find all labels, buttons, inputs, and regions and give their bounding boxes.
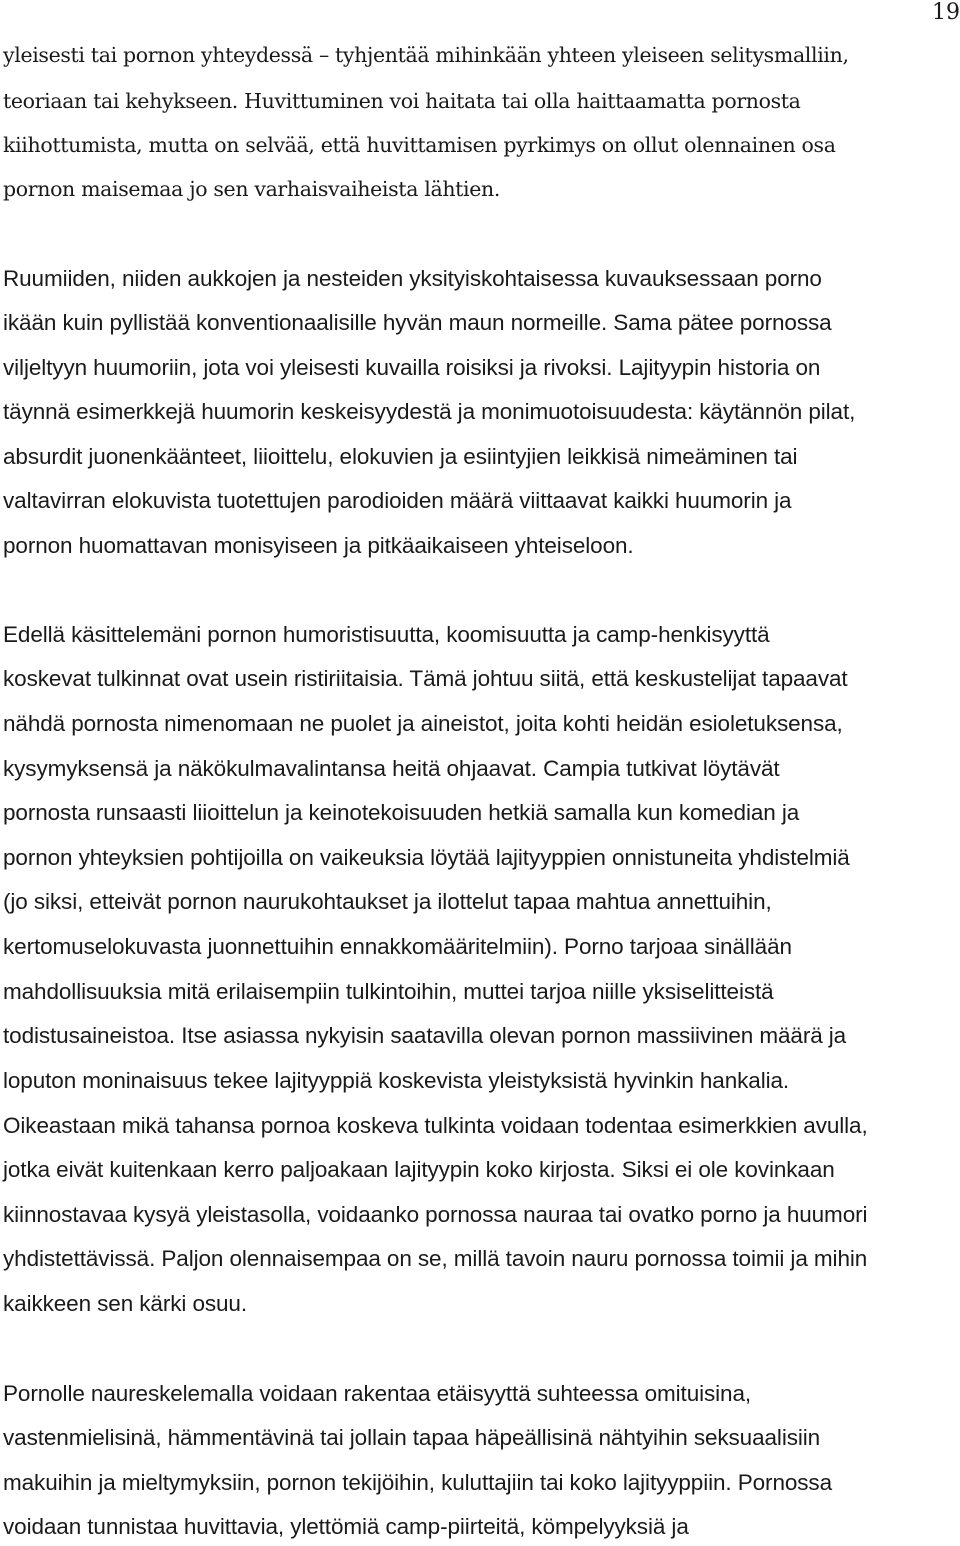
text-line: mahdollisuuksia mitä erilaisempiin tulkintoihin, muttei tarjoa niille yksiselitteistä	[3, 979, 774, 1004]
text-line: kysymyksensä ja näkökulmavalintansa heitä ohjaavat. Campia tutkivat löytävät	[3, 756, 780, 781]
text-line: yhdistettävissä. Paljon olennaisempaa on se, millä tavoin nauru pornossa toimii ja mihin	[3, 1246, 868, 1271]
text-line: pornosta runsaasti liioittelun ja keinotekoisuuden hetkiä samalla kun komedian ja	[3, 800, 800, 825]
text-line: pornon huomattavan monisyiseen ja pitkäaikaiseen yhteiseloon.	[3, 533, 634, 558]
text-line: voidaan tunnistaa huvittavia, ylettömiä camp-piirteitä, kömpelyyksiä ja	[3, 1514, 689, 1539]
text-line: Edellä käsittelemäni pornon humoristisuutta, koomisuutta ja camp-henkisyyttä	[3, 622, 770, 647]
text-line: todistusaineistoa. Itse asiassa nykyisin saatavilla olevan pornon massiivinen määrä ja	[3, 1023, 847, 1048]
text-line: loputon moninaisuus tekee lajityyppiä koskevista yleistyksistä hyvinkin hankalia.	[3, 1068, 790, 1093]
text-line: Ruumiiden, niiden aukkojen ja nesteiden yksityiskohtaisessa kuvauksessaan porno	[3, 266, 822, 291]
text-line: pornon maisemaa jo sen varhaisvaiheista lähtien.	[3, 177, 501, 201]
text-line: teoriaan tai kehykseen. Huvittuminen voi haitata tai olla haittaamatta pornosta	[3, 89, 801, 113]
text-line: kiinnostavaa kysyä yleistasolla, voidaanko pornossa nauraa tai ovatko porno ja huumori	[3, 1202, 868, 1227]
text-line: pornon yhteyksien pohtijoilla on vaikeuksia löytää lajityyppien onnistuneita yhdistelmiä	[3, 845, 850, 870]
text-line: jotka eivät kuitenkaan kerro paljoakaan lajityypin koko kirjosta. Siksi ei ole kovinkaan	[3, 1157, 835, 1182]
page-number: 19	[932, 0, 960, 25]
text-line: koskevat tulkinnat ovat usein ristiriitaisia. Tämä johtuu siitä, että keskustelijat tapaavat	[3, 666, 848, 691]
text-line: yleisesti tai pornon yhteydessä – tyhjentää mihinkään yhteen yleiseen selitysmalliin,	[3, 43, 849, 67]
text-line: kertomuselokuvasta juonnettuihin ennakkomääritelmiin). Porno tarjoaa sinällään	[3, 934, 792, 959]
text-line: kaikkeen sen kärki osuu.	[3, 1291, 247, 1316]
text-line: täynnä esimerkkejä huumorin keskeisyydestä ja monimuotoisuudesta: käytännön pilat,	[3, 399, 856, 424]
text-line: absurdit juonenkäänteet, liioittelu, elokuvien ja esiintyjien leikkisä nimeäminen tai	[3, 444, 798, 469]
text-line: nähdä pornosta nimenomaan ne puolet ja aineistot, joita kohti heidän esioletuksensa,	[3, 711, 843, 736]
text-line: (jo siksi, etteivät pornon naurukohtaukset ja ilottelut tapaa mahtua annettuihin,	[3, 889, 772, 914]
text-line: vastenmielisinä, hämmentävinä tai jollain tapaa häpeällisinä nähtyihin seksuaalisiin	[3, 1425, 821, 1450]
text-line: viljeltyyn huumoriin, jota voi yleisesti kuvailla roisiksi ja rivoksi. Lajityypin historia on	[3, 355, 821, 380]
text-line: Pornolle naureskelemalla voidaan rakentaa etäisyyttä suhteessa omituisina,	[3, 1381, 752, 1406]
text-line: kiihottumista, mutta on selvää, että huvittamisen pyrkimys on ollut olennainen osa	[3, 133, 836, 157]
text-line: makuihin ja mieltymyksiin, pornon tekijöihin, kuluttajiin tai koko lajityyppiin. Pornossa	[3, 1470, 832, 1495]
text-line: valtavirran elokuvista tuotettujen parodioiden määrä viittaavat kaikki huumorin ja	[3, 488, 792, 513]
text-line: ikään kuin pyllistää konventionaalisille hyvän maun normeille. Sama pätee pornossa	[3, 310, 832, 335]
text-line: Oikeastaan mikä tahansa pornoa koskeva tulkinta voidaan todentaa esimerkkien avulla,	[3, 1113, 868, 1138]
